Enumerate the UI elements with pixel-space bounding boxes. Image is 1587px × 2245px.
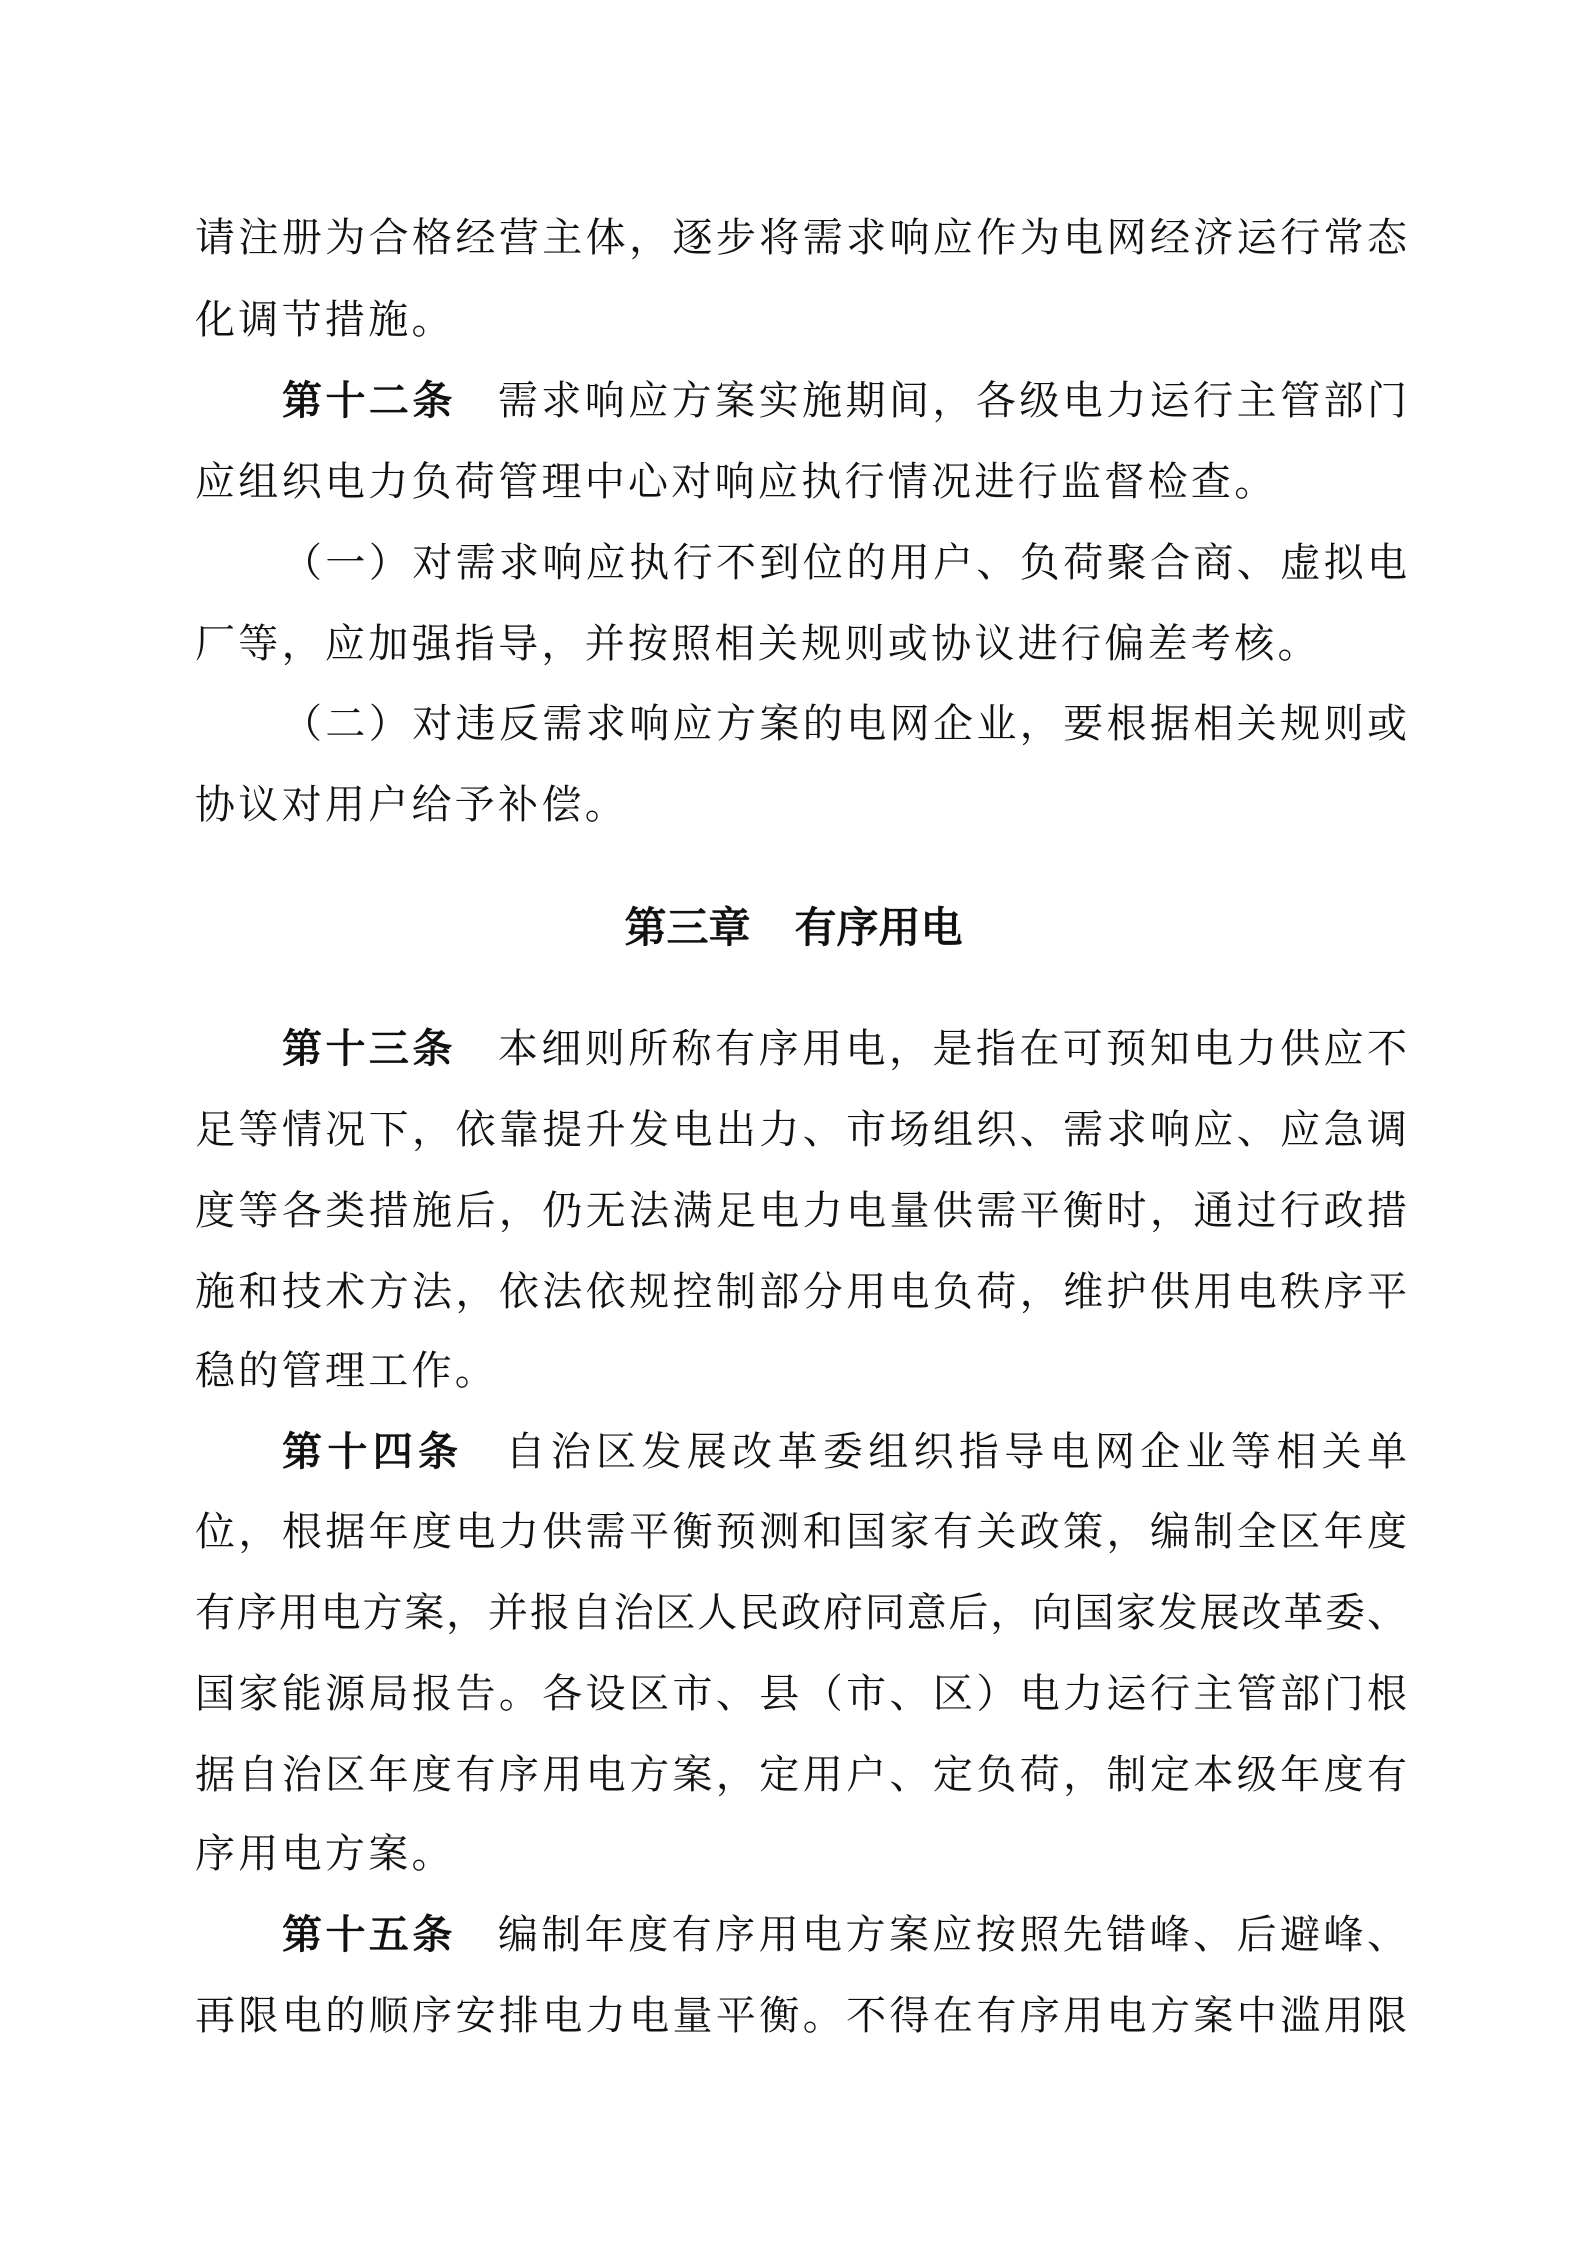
text-line: 施和技术方法，依法依规控制部分用电负荷，维护供用电秩序平 (195, 1269, 1407, 1315)
text: 本细则所称有序用电，是指在可预知电力供应不 (497, 1026, 1408, 1072)
text: 需求响应方案实施期间，各级电力运行主管部门 (497, 378, 1408, 424)
text-line: 据自治区年度有序用电方案，定用户、定负荷，制定本级年度有 (195, 1752, 1407, 1798)
text-line: 再限电的顺序安排电力电量平衡。不得在有序用电方案中滥用限 (195, 1993, 1407, 2039)
text: 自治区发展改革委组织指导电网企业等相关单 (505, 1429, 1408, 1475)
text-line: 稳的管理工作。 (195, 1348, 499, 1394)
text-line: 厂等，应加强指导，并按照相关规则或协议进行偏差考核。 (195, 621, 1321, 667)
text-line: 有序用电方案，并报自治区人民政府同意后，向国家发展改革委、 (195, 1590, 1407, 1636)
text-line: 协议对用户给予补偿。 (195, 782, 628, 828)
chapter-heading (0, 903, 1587, 953)
text-line: 应组织电力负荷管理中心对响应执行情况进行监督检查。 (195, 459, 1278, 505)
text-line: 序用电方案。 (195, 1831, 455, 1877)
article-label: 第十三条 (282, 1025, 456, 1072)
article-label: 第十五条 (282, 1911, 456, 1958)
text-line: 国家能源局报告。各设区市、县（市、区）电力运行主管部门根 (195, 1671, 1407, 1717)
article-13-line (282, 1024, 1407, 1074)
text-line: （一）对需求响应执行不到位的用户、负荷聚合商、虚拟电 (282, 540, 1407, 586)
text-line: 化调节措施。 (195, 297, 455, 343)
article-label: 第十四条 (282, 1428, 464, 1475)
article-14-line (282, 1427, 1407, 1477)
text-line: 请注册为合格经营主体，逐步将需求响应作为电网经济运行常态 (195, 215, 1407, 261)
text-line: 位，根据年度电力供需平衡预测和国家有关政策，编制全区年度 (195, 1509, 1407, 1555)
chapter-number: 第三章 (624, 903, 751, 952)
text-line: 足等情况下，依靠提升发电出力、市场组织、需求响应、应急调 (195, 1107, 1407, 1153)
article-label: 第十二条 (282, 377, 456, 424)
text-line: （二）对违反需求响应方案的电网企业，要根据相关规则或 (282, 701, 1407, 747)
text-line: 度等各类措施后，仍无法满足电力电量供需平衡时，通过行政措 (195, 1188, 1407, 1234)
text: 编制年度有序用电方案应按照先错峰、后避峰、 (497, 1912, 1408, 1958)
chapter-title: 有序用电 (794, 903, 963, 952)
article-15-line (282, 1910, 1407, 1960)
article-12-line (282, 376, 1407, 426)
